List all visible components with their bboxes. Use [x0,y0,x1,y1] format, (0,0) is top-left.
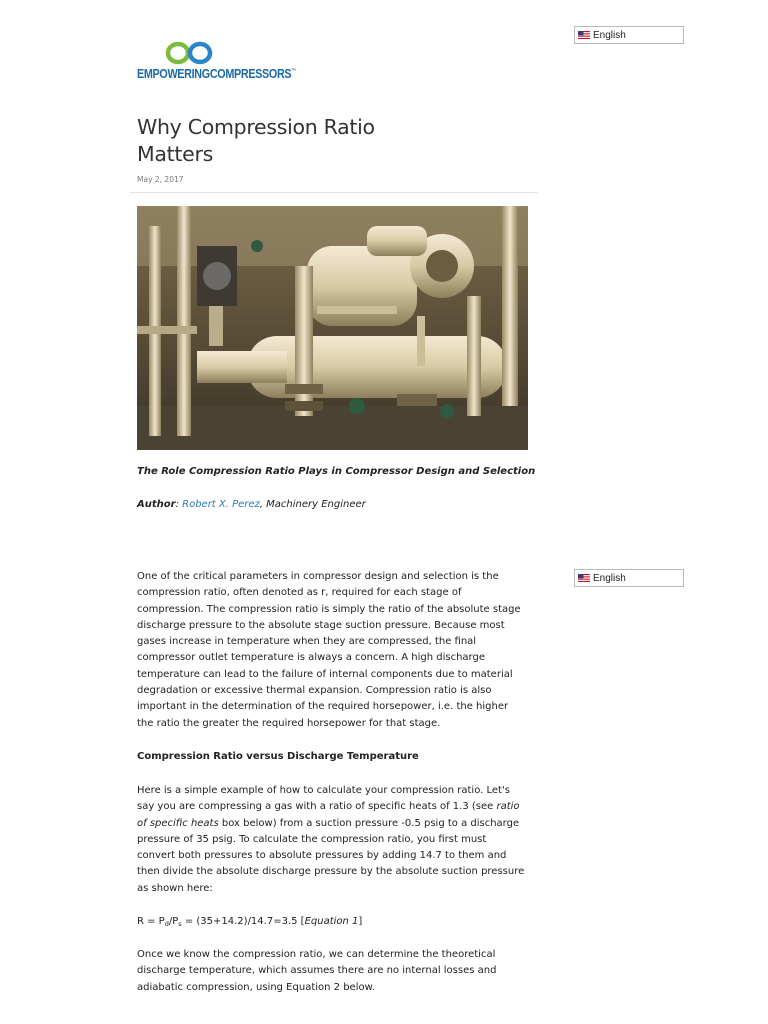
equation-rhs: = (35+14.2)/14.7=3.5 [ [181,916,305,927]
language-select[interactable] [574,26,684,44]
page-title: Why Compression Ratio Matters [137,115,375,166]
language-select-value: English [593,572,626,584]
brand-logo-icon[interactable] [137,40,237,66]
paragraph-emphasis: ratio of specific heats [137,801,520,829]
article-paragraph [137,783,527,897]
language-select-value: English [593,29,626,41]
trademark-symbol: ™ [291,68,296,75]
equation-sub-d: d [164,920,169,928]
author-role: , Machinery Engineer [259,499,366,510]
equation-sub-s: s [178,920,182,928]
language-select[interactable] [574,569,684,587]
paragraph-text: box below) from a suction pressure -0.5 psig to a discharge pressure of 35 psig. To calculate the compression ratio, you first must convert both pressures to absolute pressures by adding 14.7 to them and then divide the absolute discharge pressure by the absolute suction pressure as shown here: [137,817,525,894]
section-heading: Compression Ratio versus Discharge Temperature [137,751,419,762]
post-date: May 2, 2017 [137,175,184,184]
equation-close: ] [358,916,363,927]
title-divider [130,192,538,193]
author-link[interactable]: Robert X. Perez [182,499,260,510]
compressor-plant-image [137,206,528,450]
logo-word-compressors: COMPRESSORS [209,66,292,81]
us-flag-icon [578,31,590,39]
equation-slash: /P [168,916,179,927]
paragraph-text: Here is a simple example of how to calculate your compression ratio. Let's say you are compressing a gas with a ratio of specific heats of 1.3 (see [137,785,510,813]
author-label: Author [137,499,176,510]
us-flag-icon [578,574,590,582]
article-paragraph: Once we know the compression ratio, we can determine the theoretical discharge temperature, which assumes there are no internal losses and adiabatic compression, using Equation 2 below. [137,949,497,993]
author-line: Author: Robert X. Perez, Machinery Engineer [137,499,366,510]
equation-lhs: R = P [137,916,165,927]
article-paragraph: One of the critical parameters in compressor design and selection is the compression ratio, often denoted as r, required for each stage of compression. The compression ratio is simply the ratio of the absolute stage discharge pressure to the absolute stage suction pressure. Because most gases increase in temperature when they are compressed, the final compressor outlet temperature is always a concern. A high discharge temperature can lead to the failure of internal components due to material degradation or excessive thermal expansion. Compression ratio is also important in the determination of the required horsepower, i.e. the higher the ratio the greater the required horsepower for that stage. [137,571,521,729]
brand-logo-text[interactable] [137,66,296,81]
equation-line [137,914,527,932]
equation-label: Equation 1 [304,916,359,927]
article-subtitle: The Role Compression Ratio Plays in Compressor Design and Selection [137,466,536,477]
logo-word-empowering: EMPOWERING [137,66,210,81]
